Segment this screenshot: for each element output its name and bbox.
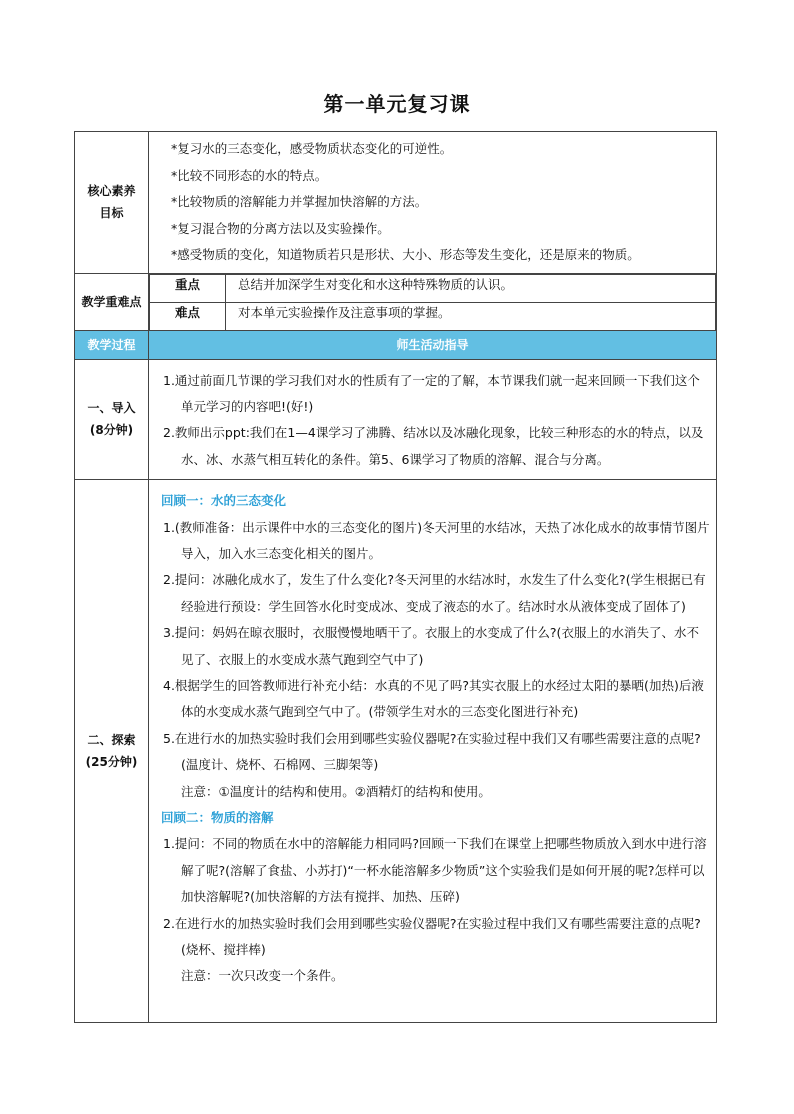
explore-item: 1.提问：不同的物质在水中的溶解能力相同吗?回顾一下我们在课堂上把哪些物质放入到水中进行溶解了呢?(溶解了食盐、小苏打)“一杯水能溶解多少物质”这个实验我们是如何开展的呢?怎样可以加快溶解呢?(加快溶解的方法有搅拌、加热、压碎): [163, 836, 707, 905]
process-header-row: [75, 330, 717, 359]
page-title: 第一单元复习课: [323, 92, 471, 116]
header-right: 师生活动指导: [149, 330, 717, 359]
goal-item: *比较物质的溶解能力并掌握加快溶解的方法。: [171, 194, 428, 209]
explore-item: 2.在进行水的加热实验时我们会用到哪些实验仪器呢?在实验过程中我们又有哪些需要注意的点呢?(烧杯、搅拌棒): [163, 915, 701, 958]
key-points-label: 教学重难点: [75, 273, 149, 330]
key-point-row: 重点 总结并加深学生对变化和水这种特殊物质的认识。: [150, 274, 716, 302]
note-text: 注意：一次只改变一个条件。: [181, 968, 344, 984]
goal-item: *复习水的三态变化，感受物质状态变化的可逆性。: [171, 141, 453, 156]
goals-label: 核心素养 目标: [75, 132, 149, 274]
key-points-cell: [149, 273, 717, 330]
explore-item: 5.在进行水的加热实验时我们会用到哪些实验仪器呢?在实验过程中我们又有哪些需要注意的点呢?(温度计、烧杯、石棉网、三脚架等): [163, 730, 701, 773]
explore-item: 4.根据学生的回答教师进行补充小结：水真的不见了吗?其实衣服上的水经过太阳的暴晒(加热)后液体的水变成水蒸气跑到空气中了。(带领学生对水的三态变化图进行补充): [163, 677, 704, 720]
header-left: 教学过程: [75, 330, 149, 359]
goal-item: *感受物质的变化，知道物质若只是形状、大小、形态等发生变化，还是原来的物质。: [171, 247, 640, 262]
section-title: 回顾一：水的三态变化: [161, 493, 287, 509]
lesson-plan-table: [74, 131, 717, 1023]
intro-row: [75, 359, 717, 480]
intro-label: 一、导入 (8分钟): [75, 359, 149, 480]
key-points-row: [75, 273, 717, 330]
explore-content: [149, 480, 717, 1023]
intro-item: 2.教师出示ppt:我们在1—4课学习了沸腾、结冰以及冰融化现象，比较三种形态的水的特点，以及水、冰、水蒸气相互转化的条件。第5、6课学习了物质的溶解、混合与分离。: [163, 425, 704, 467]
key-points-table: [149, 274, 716, 330]
key-point-row: 难点 对本单元实验操作及注意事项的掌握。: [150, 302, 716, 330]
note-text: 注意：①温度计的结构和使用。②酒精灯的结构和使用。: [181, 783, 491, 799]
explore-item: 1.(教师准备：出示课件中水的三态变化的图片)冬天河里的水结冰，天热了冰化成水的故事情节图片导入，加入水三态变化相关的图片。: [163, 519, 710, 561]
section-title: 回顾二：物质的溶解: [161, 810, 274, 825]
explore-item: 2.提问：冰融化成水了，发生了什么变化?冬天河里的水结冰时，水发生了什么变化?(学生根据已有经验进行预设：学生回答水化时变成冰、变成了液态的水了。结冰时水从液体变成了固体了): [163, 572, 706, 614]
goals-row: [75, 132, 717, 274]
explore-row: [75, 480, 717, 1023]
goals-list: [149, 132, 717, 274]
explore-label: 二、探索 (25分钟): [75, 480, 149, 1023]
goal-item: *比较不同形态的水的特点。: [171, 167, 328, 183]
explore-item: 3.提问：妈妈在晾衣服时，衣服慢慢地晒干了。衣服上的水变成了什么?(衣服上的水消失了、水不见了、衣服上的水变成水蒸气跑到空气中了): [163, 625, 699, 667]
intro-content: [149, 359, 717, 480]
intro-item: 1.通过前面几节课的学习我们对水的性质有了一定的了解，本节课我们就一起来回顾一下我们这个单元学习的内容吧!(好!): [163, 372, 700, 414]
goal-item: *复习混合物的分离方法以及实验操作。: [171, 220, 390, 236]
